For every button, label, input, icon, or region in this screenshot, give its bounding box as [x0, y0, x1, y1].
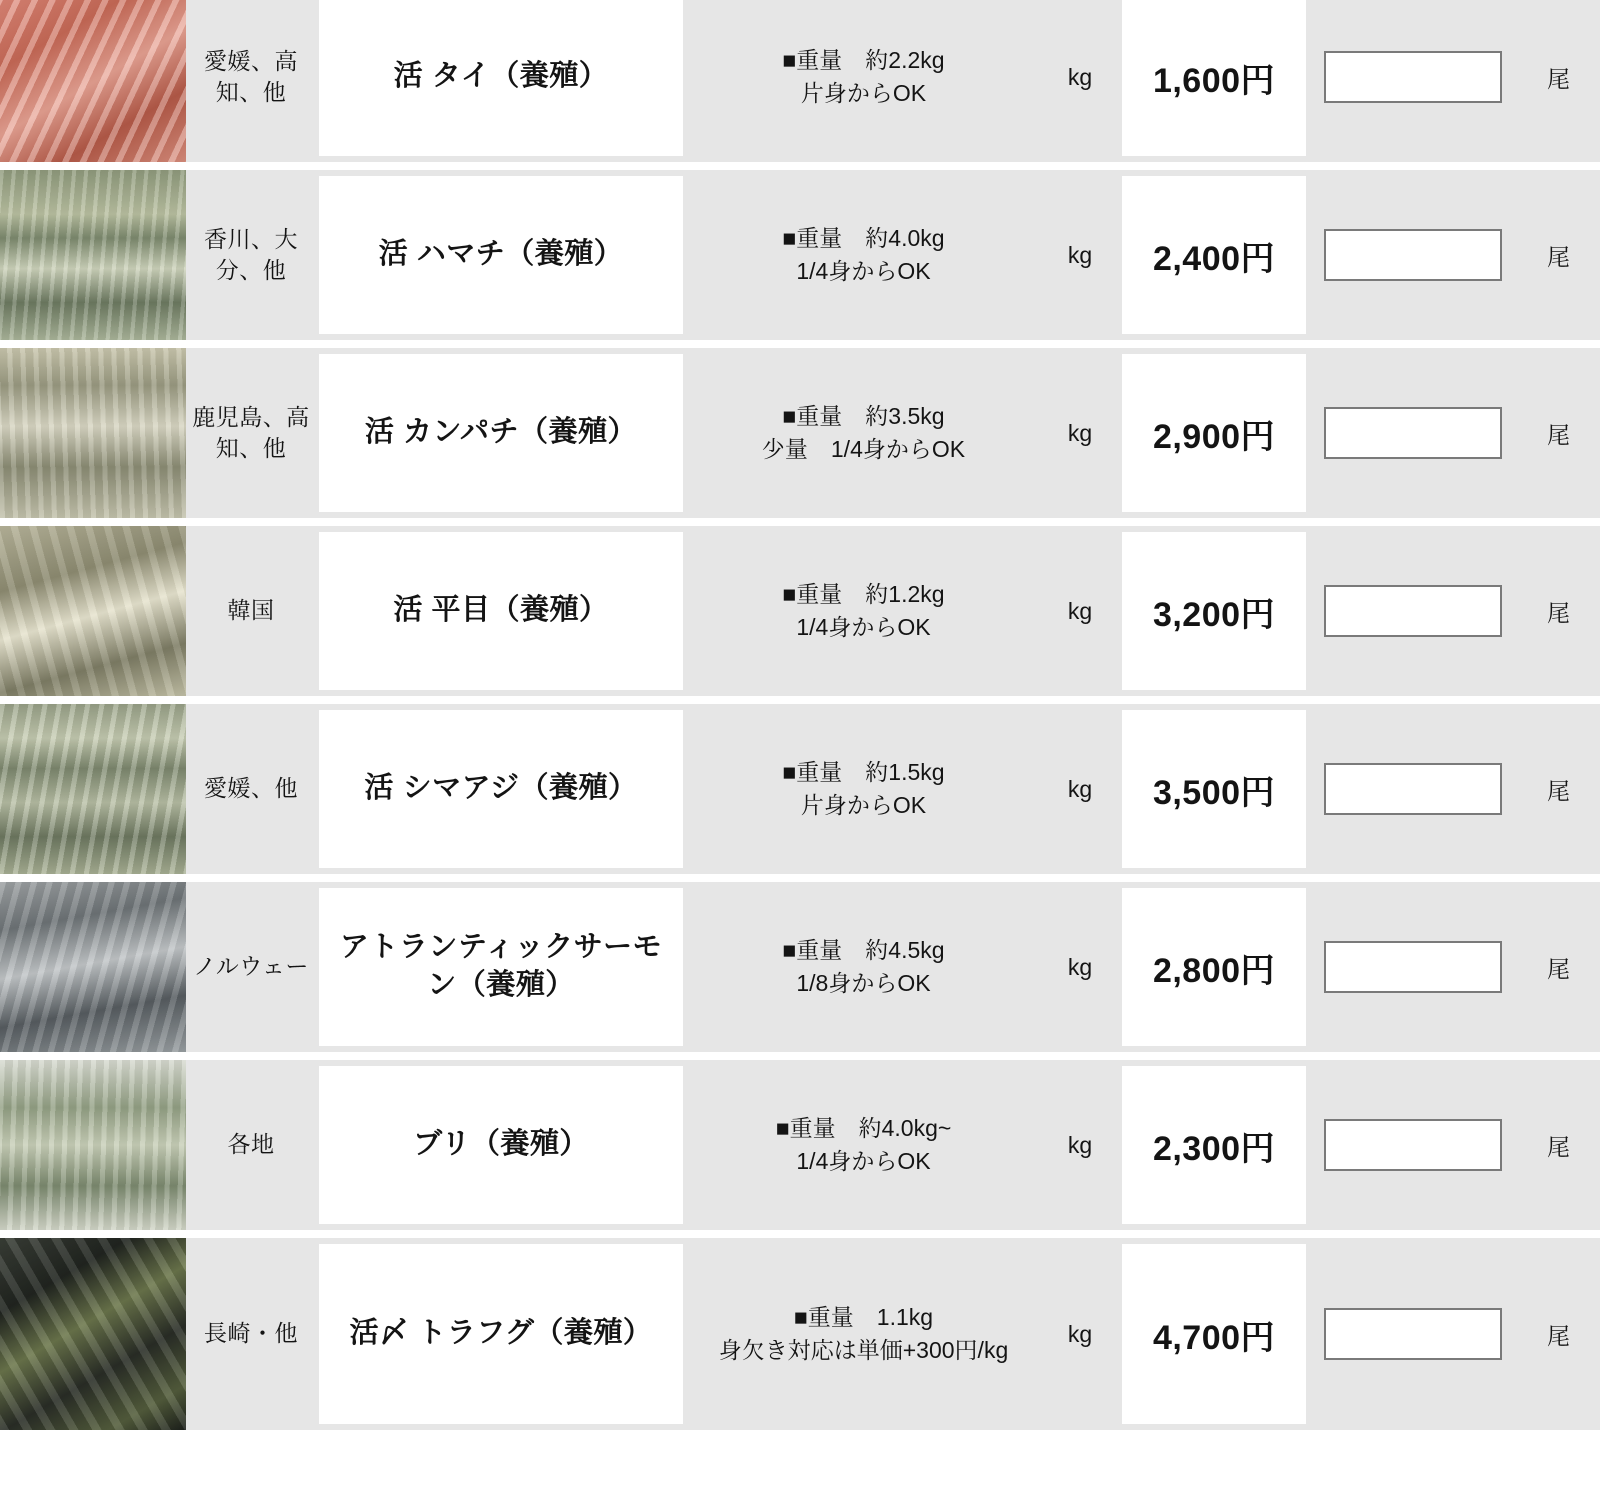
spec-line-note: 片身からOK [800, 792, 927, 818]
price-cell [1119, 170, 1309, 340]
product-name-cell [316, 882, 686, 1052]
unit-cell [1041, 0, 1119, 162]
price-cell [1119, 0, 1309, 162]
spec-line-note: 1/4身からOK [796, 1148, 931, 1174]
table-row [0, 882, 1600, 1060]
price-text: 3,200円 [1152, 595, 1276, 634]
quantity-cell [1309, 882, 1517, 1052]
fish-photo-salmon [0, 882, 186, 1052]
fish-photo-shimaaji [0, 704, 186, 874]
price-text: 1,600円 [1152, 61, 1276, 100]
quantity-cell [1309, 0, 1517, 162]
table-row [0, 170, 1600, 348]
quantity-cell [1309, 1238, 1517, 1430]
unit-cell [1041, 170, 1119, 340]
fish-photo-buri [0, 1060, 186, 1230]
product-name-cell [316, 348, 686, 518]
quantity-unit-cell [1517, 1060, 1600, 1230]
unit-cell [1041, 882, 1119, 1052]
quantity-unit-cell [1517, 170, 1600, 340]
origin-text: 長崎・他 [204, 1320, 298, 1347]
quantity-unit-cell [1517, 348, 1600, 518]
quantity-unit-cell [1517, 526, 1600, 696]
spec-line-weight: ■重量 約4.5kg [782, 936, 945, 963]
spec-cell [686, 882, 1041, 1052]
unit-text: kg [1067, 775, 1093, 802]
quantity-cell [1309, 526, 1517, 696]
quantity-input[interactable] [1324, 763, 1502, 815]
origin-cell [186, 0, 316, 162]
origin-text: 鹿児島、高知、他 [192, 403, 310, 461]
origin-cell [186, 526, 316, 696]
unit-text: kg [1067, 953, 1093, 980]
table-row [0, 1060, 1600, 1238]
unit-text: kg [1067, 241, 1093, 268]
unit-text: kg [1067, 63, 1093, 90]
product-name-text: アトランティックサーモン（養殖） [339, 931, 663, 1001]
quantity-unit-cell [1517, 704, 1600, 874]
spec-line-weight: ■重量 1.1kg [793, 1303, 934, 1330]
fish-photo-fugu [0, 1238, 186, 1430]
spec-line-weight: ■重量 約3.5kg [782, 402, 945, 429]
unit-text: kg [1067, 597, 1093, 624]
quantity-unit-cell [1517, 1238, 1600, 1430]
quantity-cell [1309, 348, 1517, 518]
price-cell [1119, 1238, 1309, 1430]
spec-line-note: 少量 1/4身からOK [761, 436, 966, 462]
product-name-cell [316, 0, 686, 162]
spec-line-weight: ■重量 約2.2kg [782, 46, 945, 73]
spec-line-note: 1/4身からOK [796, 614, 931, 640]
product-name-cell [316, 1060, 686, 1230]
unit-cell [1041, 348, 1119, 518]
fish-photo-hirame [0, 526, 186, 696]
price-cell [1119, 1060, 1309, 1230]
unit-cell [1041, 704, 1119, 874]
quantity-input[interactable] [1324, 941, 1502, 993]
table-row [0, 526, 1600, 704]
price-text: 2,400円 [1152, 239, 1276, 278]
product-name-text: 活 平目（養殖） [393, 594, 609, 627]
origin-cell [186, 1060, 316, 1230]
table-row [0, 704, 1600, 882]
price-cell [1119, 882, 1309, 1052]
origin-text: ノルウェー [193, 953, 309, 980]
unit-cell [1041, 1060, 1119, 1230]
table-row [0, 348, 1600, 526]
product-name-cell [316, 170, 686, 340]
origin-text: 香川、大分、他 [204, 225, 298, 283]
product-name-text: ブリ（養殖） [413, 1128, 589, 1161]
product-name-cell [316, 704, 686, 874]
spec-line-note: 1/8身からOK [796, 970, 931, 996]
product-name-text: 活 カンパチ（養殖） [364, 416, 638, 449]
quantity-input[interactable] [1324, 229, 1502, 281]
spec-cell [686, 348, 1041, 518]
unit-cell [1041, 526, 1119, 696]
origin-text: 韓国 [227, 597, 275, 624]
spec-cell [686, 0, 1041, 162]
quantity-unit-text: 尾 [1547, 599, 1570, 626]
product-name-cell [316, 526, 686, 696]
price-cell [1119, 526, 1309, 696]
price-text: 2,300円 [1152, 1129, 1276, 1168]
unit-text: kg [1067, 419, 1093, 446]
unit-cell [1041, 1238, 1119, 1430]
origin-text: 愛媛、高知、他 [204, 47, 298, 105]
price-cell [1119, 704, 1309, 874]
spec-line-weight: ■重量 約1.2kg [782, 580, 945, 607]
spec-line-weight: ■重量 約4.0kg~ [775, 1114, 952, 1141]
table-row [0, 0, 1600, 170]
table-row [0, 1238, 1600, 1438]
quantity-cell [1309, 170, 1517, 340]
quantity-unit-text: 尾 [1547, 243, 1570, 270]
quantity-unit-text: 尾 [1547, 1322, 1570, 1349]
price-text: 2,900円 [1152, 417, 1276, 456]
fish-photo-kanpachi [0, 348, 186, 518]
spec-line-weight: ■重量 約4.0kg [782, 224, 945, 251]
price-text: 4,700円 [1152, 1318, 1276, 1357]
price-text: 2,800円 [1152, 951, 1276, 990]
quantity-input[interactable] [1324, 407, 1502, 459]
quantity-input[interactable] [1324, 1308, 1502, 1360]
spec-line-note: 片身からOK [800, 80, 927, 106]
quantity-unit-text: 尾 [1547, 65, 1570, 92]
quantity-unit-text: 尾 [1547, 777, 1570, 804]
product-name-text: 活 ハマチ（養殖） [378, 238, 624, 271]
spec-line-weight: ■重量 約1.5kg [782, 758, 945, 785]
origin-text: 各地 [227, 1131, 275, 1158]
quantity-unit-text: 尾 [1547, 1133, 1570, 1160]
product-name-text: 活 シマアジ（養殖） [364, 772, 638, 805]
spec-cell [686, 1060, 1041, 1230]
quantity-cell [1309, 1060, 1517, 1230]
quantity-unit-text: 尾 [1547, 421, 1570, 448]
quantity-unit-cell [1517, 0, 1600, 162]
fish-photo-hamachi [0, 170, 186, 340]
origin-text: 愛媛、他 [204, 775, 298, 802]
spec-cell [686, 526, 1041, 696]
spec-cell [686, 170, 1041, 340]
spec-cell [686, 704, 1041, 874]
origin-cell [186, 1238, 316, 1430]
price-text: 3,500円 [1152, 773, 1276, 812]
quantity-unit-cell [1517, 882, 1600, 1052]
spec-cell [686, 1238, 1041, 1430]
quantity-cell [1309, 704, 1517, 874]
spec-line-note: 身欠き対応は単価+300円/kg [718, 1337, 1009, 1363]
quantity-input[interactable] [1324, 585, 1502, 637]
origin-cell [186, 170, 316, 340]
fish-photo-tai [0, 0, 186, 162]
origin-cell [186, 348, 316, 518]
product-name-text: 活 タイ（養殖） [393, 60, 609, 93]
quantity-unit-text: 尾 [1547, 955, 1570, 982]
quantity-input[interactable] [1324, 1119, 1502, 1171]
price-cell [1119, 348, 1309, 518]
unit-text: kg [1067, 1320, 1093, 1347]
spec-line-note: 1/4身からOK [796, 258, 931, 284]
origin-cell [186, 704, 316, 874]
origin-cell [186, 882, 316, 1052]
unit-text: kg [1067, 1131, 1093, 1158]
quantity-input[interactable] [1324, 51, 1502, 103]
product-name-text: 活〆 トラフグ（養殖） [349, 1317, 653, 1350]
product-name-cell [316, 1238, 686, 1430]
